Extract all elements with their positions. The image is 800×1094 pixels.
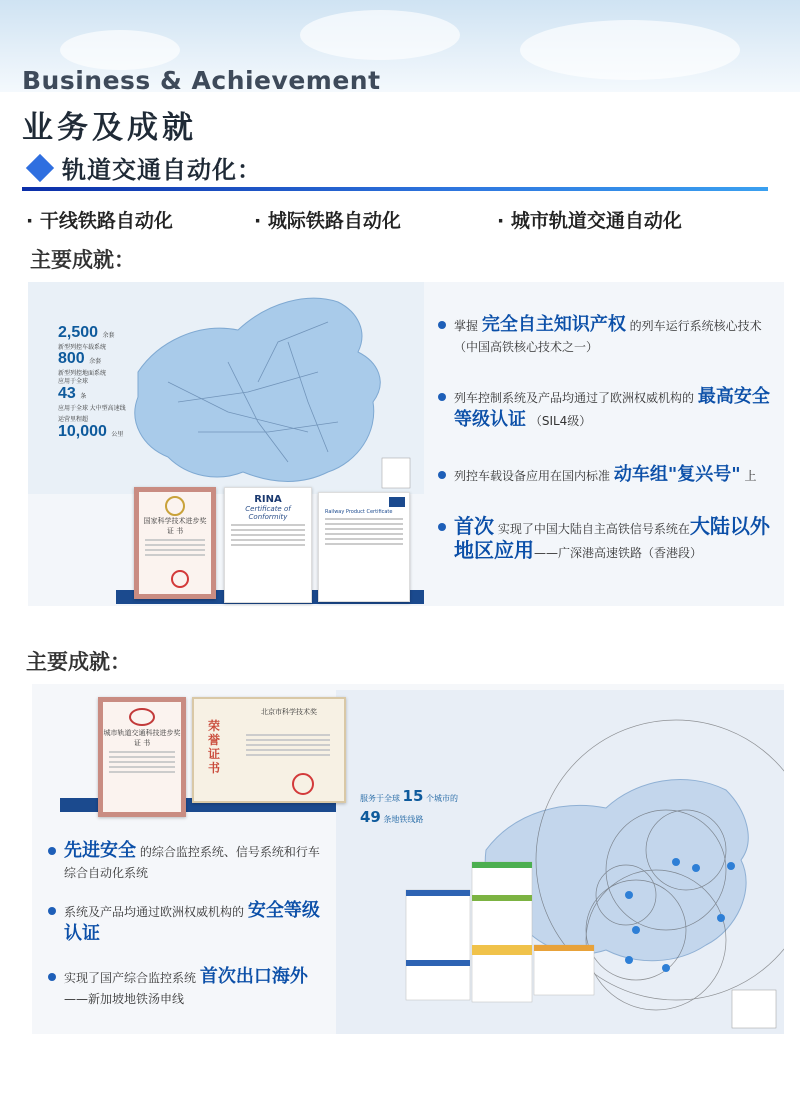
cloud-decoration [60, 30, 180, 70]
bullet-export-singapore: 实现了国产综合监控系统 首次出口海外 ——新加坡地铁汤申线 [48, 966, 328, 1010]
category-mainline: · 干线铁路自动化 [26, 210, 173, 232]
urban-map-area [336, 690, 784, 1034]
red-seal-icon [292, 773, 314, 795]
certificate-beijing-science: 北京市科学技术奖 荣誉证书 [192, 697, 346, 803]
bullet-dot-icon [438, 471, 446, 479]
bullet-dot-icon [48, 847, 56, 855]
emblem-icon [165, 496, 185, 516]
map-landmass [135, 298, 380, 481]
bullet-safety-certification: 系统及产品均通过欧洲权威机构的 安全等级认证 [48, 900, 328, 946]
bullet-fuxing: 列控车载设备应用在国内标准 动车组"复兴号" 上 [438, 464, 774, 487]
bullet-dot-icon [438, 393, 446, 401]
bullet-hongkong: 首次 实现了中国大陆自主高铁信号系统在大陆以外地区应用——广深港高速铁路（香港段） [438, 516, 774, 564]
category-urban-transit: · 城市轨道交通自动化 [497, 210, 682, 232]
category-intercity: · 城际铁路自动化 [254, 210, 401, 232]
certificate-national-science: 国家科学技术进步奖 证 书 [134, 487, 216, 599]
map-inset [382, 458, 410, 488]
logo-icon [129, 708, 155, 726]
achievements-heading-1: 主要成就： [30, 248, 135, 272]
section-heading [26, 150, 262, 185]
diamond-icon [26, 153, 54, 181]
bullet-dot-icon [438, 321, 446, 329]
bullet-dot-icon [48, 907, 56, 915]
stat-mileage: 运营里程超 10,000 公里 [58, 417, 124, 440]
stat-lines: 应用于全球 43 条 应用于全球 大中型高速线 [58, 379, 126, 412]
urban-map-graphic [336, 690, 784, 1034]
english-title: Business & Achievement [22, 66, 381, 95]
certificate-railway-product: Railway Product Certificate [318, 492, 410, 602]
logo-icon [389, 497, 405, 507]
service-stats: 服务于全球 15 个城市的 49 条地铁线路 [360, 787, 458, 826]
cloud-decoration [520, 20, 740, 80]
certificate-rina: RINA Certificate of Conformity [224, 487, 312, 603]
achievements-heading-2: 主要成就： [26, 650, 131, 674]
cloud-decoration [300, 10, 460, 60]
red-seal-icon [171, 570, 189, 588]
section-divider [22, 187, 768, 191]
bullet-sil4-certification: 列车控制系统及产品均通过了欧洲权威机构的 最高安全等级认证 （SIL4级） [438, 386, 774, 432]
stat-onboard-systems: 2,500 余套 新型列控车载系统 [58, 324, 115, 351]
stat-ground-systems: 800 余套 新型列控地面系统 [58, 350, 107, 377]
map-inset [732, 990, 776, 1028]
section-title: 轨道交通自动化： [62, 156, 262, 184]
bullet-dot-icon [438, 523, 446, 531]
bullet-dot-icon [48, 973, 56, 981]
city-count: 15 [402, 787, 424, 805]
bullet-ip-rights: 掌握 完全自主知识产权 的列车运行系统核心技术（中国高铁核心技术之一） [438, 314, 774, 358]
certificate-urban-transit: 城市轨道交通科技进步奖 证 书 [98, 697, 186, 817]
chinese-title: 业务及成就 [22, 110, 197, 146]
line-count: 49 [360, 808, 381, 826]
bullet-advanced-safety: 先进安全 的综合监控系统、信号系统和行车综合自动化系统 [48, 840, 328, 884]
